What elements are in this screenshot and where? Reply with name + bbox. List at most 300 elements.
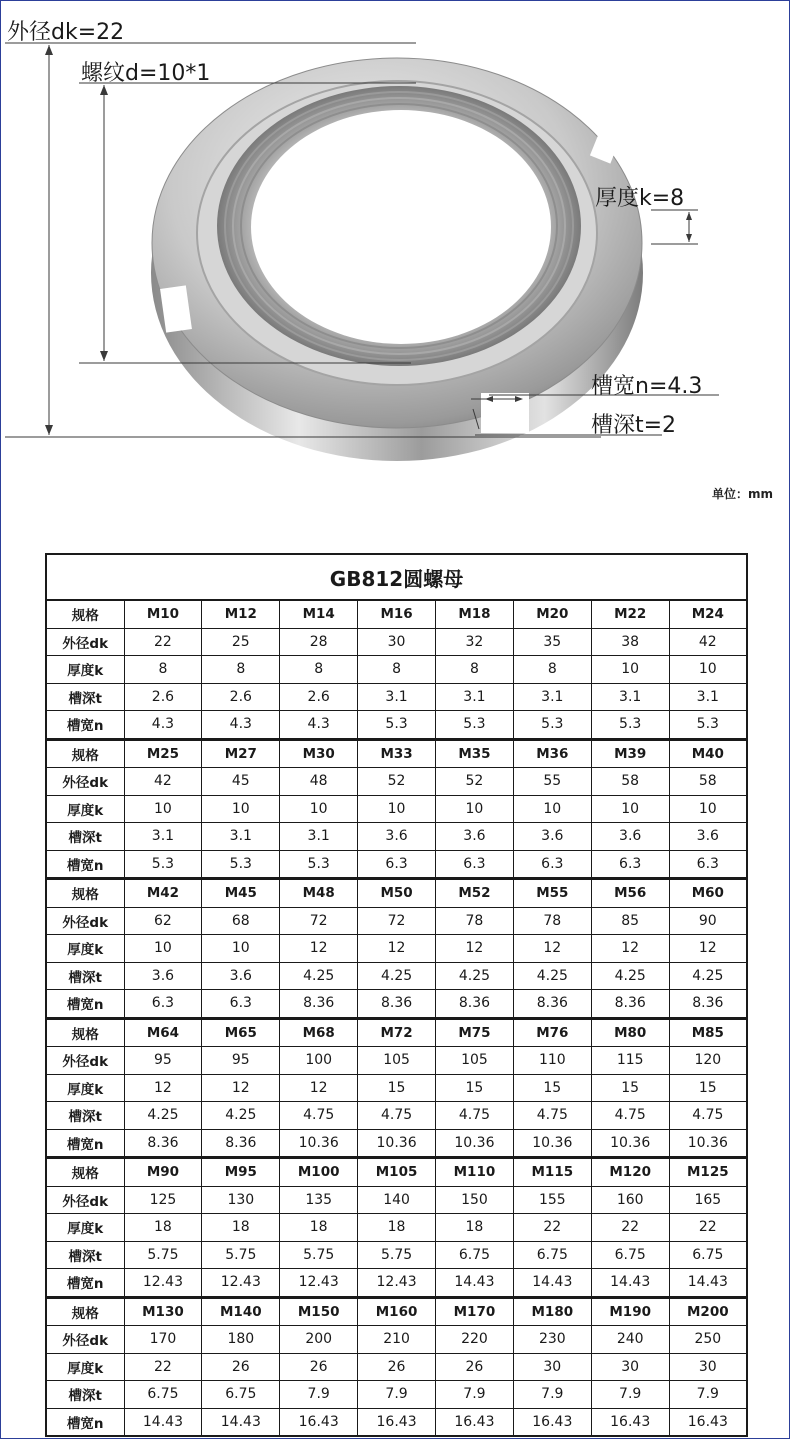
value-cell: 95 <box>124 1047 202 1075</box>
size-cell: M80 <box>591 1018 669 1047</box>
value-cell: 160 <box>591 1186 669 1214</box>
outer-diameter-row <box>46 768 747 796</box>
value-cell: 180 <box>202 1326 280 1354</box>
value-cell: 7.9 <box>280 1381 358 1409</box>
size-cell: M56 <box>591 879 669 908</box>
value-cell: 12 <box>436 935 514 963</box>
value-cell: 14.43 <box>124 1408 202 1436</box>
row-label: 槽宽n <box>46 1129 124 1158</box>
value-cell: 3.1 <box>669 683 747 711</box>
size-cell: M75 <box>436 1018 514 1047</box>
value-cell: 8.36 <box>358 990 436 1019</box>
value-cell: 55 <box>513 768 591 796</box>
value-cell: 3.1 <box>513 683 591 711</box>
value-cell: 42 <box>669 628 747 656</box>
slot-width-row <box>46 850 747 879</box>
thickness-row <box>46 795 747 823</box>
value-cell: 85 <box>591 907 669 935</box>
value-cell: 12 <box>280 1074 358 1102</box>
slot-width-row <box>46 990 747 1019</box>
value-cell: 48 <box>280 768 358 796</box>
value-cell: 3.1 <box>280 823 358 851</box>
value-cell: 3.1 <box>436 683 514 711</box>
value-cell: 18 <box>436 1214 514 1242</box>
size-cell: M64 <box>124 1018 202 1047</box>
value-cell: 2.6 <box>202 683 280 711</box>
value-cell: 4.75 <box>358 1102 436 1130</box>
value-cell: 3.6 <box>358 823 436 851</box>
row-label: 厚度k <box>46 656 124 684</box>
thread-label: 螺纹d=10*1 <box>81 61 211 86</box>
size-cell: M180 <box>513 1297 591 1326</box>
row-label: 厚度k <box>46 1353 124 1381</box>
value-cell: 12 <box>513 935 591 963</box>
value-cell: 16.43 <box>669 1408 747 1436</box>
value-cell: 6.3 <box>513 850 591 879</box>
value-cell: 90 <box>669 907 747 935</box>
slot-depth-row <box>46 1241 747 1269</box>
value-cell: 240 <box>591 1326 669 1354</box>
value-cell: 125 <box>124 1186 202 1214</box>
value-cell: 42 <box>124 768 202 796</box>
size-cell: M68 <box>280 1018 358 1047</box>
size-cell: M10 <box>124 600 202 628</box>
row-label: 槽宽n <box>46 850 124 879</box>
size-cell: M36 <box>513 739 591 768</box>
value-cell: 6.75 <box>202 1381 280 1409</box>
size-cell: M65 <box>202 1018 280 1047</box>
row-label: 槽宽n <box>46 1269 124 1298</box>
value-cell: 52 <box>358 768 436 796</box>
value-cell: 200 <box>280 1326 358 1354</box>
spec-table-body <box>46 600 747 1436</box>
value-cell: 3.6 <box>513 823 591 851</box>
value-cell: 38 <box>591 628 669 656</box>
row-label: 槽深t <box>46 962 124 990</box>
size-cell: M125 <box>669 1158 747 1187</box>
row-label: 厚度k <box>46 795 124 823</box>
slot-width-label: 槽宽n=4.3 <box>591 374 703 399</box>
row-label: 规格 <box>46 1018 124 1047</box>
value-cell: 8 <box>358 656 436 684</box>
value-cell: 2.6 <box>280 683 358 711</box>
value-cell: 5.75 <box>358 1241 436 1269</box>
size-cell: M50 <box>358 879 436 908</box>
value-cell: 4.75 <box>591 1102 669 1130</box>
value-cell: 100 <box>280 1047 358 1075</box>
size-cell: M52 <box>436 879 514 908</box>
value-cell: 6.3 <box>358 850 436 879</box>
value-cell: 4.75 <box>513 1102 591 1130</box>
value-cell: 12.43 <box>358 1269 436 1298</box>
size-cell: M76 <box>513 1018 591 1047</box>
value-cell: 8.36 <box>591 990 669 1019</box>
value-cell: 8.36 <box>436 990 514 1019</box>
size-cell: M140 <box>202 1297 280 1326</box>
row-label: 外径dk <box>46 1186 124 1214</box>
size-cell: M16 <box>358 600 436 628</box>
value-cell: 4.25 <box>513 962 591 990</box>
value-cell: 3.6 <box>436 823 514 851</box>
value-cell: 7.9 <box>513 1381 591 1409</box>
value-cell: 22 <box>124 1353 202 1381</box>
size-row <box>46 1018 747 1047</box>
size-cell: M18 <box>436 600 514 628</box>
value-cell: 10.36 <box>591 1129 669 1158</box>
value-cell: 5.3 <box>591 711 669 740</box>
nut-hole <box>251 110 551 344</box>
value-cell: 8.36 <box>280 990 358 1019</box>
value-cell: 14.43 <box>202 1408 280 1436</box>
row-label: 槽宽n <box>46 1408 124 1436</box>
value-cell: 16.43 <box>591 1408 669 1436</box>
value-cell: 78 <box>513 907 591 935</box>
value-cell: 26 <box>280 1353 358 1381</box>
value-cell: 12 <box>202 1074 280 1102</box>
slot-depth-row <box>46 962 747 990</box>
slot-depth-row <box>46 683 747 711</box>
thickness-row <box>46 656 747 684</box>
value-cell: 12 <box>669 935 747 963</box>
value-cell: 210 <box>358 1326 436 1354</box>
value-cell: 52 <box>436 768 514 796</box>
value-cell: 4.25 <box>591 962 669 990</box>
value-cell: 12 <box>124 1074 202 1102</box>
size-cell: M12 <box>202 600 280 628</box>
outer-diameter-row <box>46 1047 747 1075</box>
value-cell: 72 <box>280 907 358 935</box>
thickness-label: 厚度k=8 <box>595 186 685 211</box>
row-label: 厚度k <box>46 935 124 963</box>
value-cell: 22 <box>669 1214 747 1242</box>
value-cell: 6.75 <box>513 1241 591 1269</box>
value-cell: 10.36 <box>280 1129 358 1158</box>
size-cell: M60 <box>669 879 747 908</box>
value-cell: 10.36 <box>513 1129 591 1158</box>
size-cell: M35 <box>436 739 514 768</box>
value-cell: 3.6 <box>202 962 280 990</box>
value-cell: 15 <box>436 1074 514 1102</box>
value-cell: 18 <box>280 1214 358 1242</box>
value-cell: 10 <box>124 935 202 963</box>
value-cell: 5.75 <box>202 1241 280 1269</box>
row-label: 规格 <box>46 600 124 628</box>
value-cell: 230 <box>513 1326 591 1354</box>
value-cell: 5.3 <box>124 850 202 879</box>
size-cell: M120 <box>591 1158 669 1187</box>
value-cell: 8 <box>280 656 358 684</box>
value-cell: 16.43 <box>513 1408 591 1436</box>
value-cell: 26 <box>202 1353 280 1381</box>
value-cell: 105 <box>436 1047 514 1075</box>
value-cell: 12.43 <box>280 1269 358 1298</box>
size-cell: M33 <box>358 739 436 768</box>
outer-diameter-row <box>46 907 747 935</box>
value-cell: 150 <box>436 1186 514 1214</box>
value-cell: 78 <box>436 907 514 935</box>
size-cell: M190 <box>591 1297 669 1326</box>
value-cell: 8.36 <box>513 990 591 1019</box>
value-cell: 14.43 <box>436 1269 514 1298</box>
unit-label: 单位：mm <box>712 487 774 501</box>
table-title: GB812圆螺母 <box>46 554 747 600</box>
value-cell: 18 <box>124 1214 202 1242</box>
size-cell: M100 <box>280 1158 358 1187</box>
outer-diameter-row <box>46 1186 747 1214</box>
value-cell: 7.9 <box>591 1381 669 1409</box>
value-cell: 6.3 <box>202 990 280 1019</box>
value-cell: 4.25 <box>124 1102 202 1130</box>
value-cell: 15 <box>591 1074 669 1102</box>
value-cell: 22 <box>591 1214 669 1242</box>
value-cell: 140 <box>358 1186 436 1214</box>
value-cell: 115 <box>591 1047 669 1075</box>
value-cell: 8.36 <box>669 990 747 1019</box>
value-cell: 12.43 <box>202 1269 280 1298</box>
value-cell: 6.3 <box>436 850 514 879</box>
slot-width-row <box>46 711 747 740</box>
value-cell: 26 <box>436 1353 514 1381</box>
row-label: 厚度k <box>46 1214 124 1242</box>
size-row <box>46 879 747 908</box>
row-label: 槽深t <box>46 823 124 851</box>
slot-depth-row <box>46 1102 747 1130</box>
value-cell: 3.6 <box>591 823 669 851</box>
value-cell: 8 <box>124 656 202 684</box>
value-cell: 4.25 <box>358 962 436 990</box>
value-cell: 12 <box>358 935 436 963</box>
row-label: 外径dk <box>46 628 124 656</box>
value-cell: 10 <box>124 795 202 823</box>
size-row <box>46 600 747 628</box>
outer-diameter-label: 外径dk=22 <box>7 20 125 45</box>
value-cell: 6.75 <box>124 1381 202 1409</box>
value-cell: 4.75 <box>436 1102 514 1130</box>
value-cell: 4.75 <box>669 1102 747 1130</box>
size-cell: M30 <box>280 739 358 768</box>
value-cell: 22 <box>513 1214 591 1242</box>
value-cell: 4.25 <box>202 1102 280 1130</box>
spec-table <box>45 553 748 1437</box>
value-cell: 4.3 <box>124 711 202 740</box>
size-cell: M110 <box>436 1158 514 1187</box>
value-cell: 18 <box>202 1214 280 1242</box>
size-cell: M25 <box>124 739 202 768</box>
size-cell: M90 <box>124 1158 202 1187</box>
value-cell: 4.25 <box>280 962 358 990</box>
value-cell: 5.3 <box>436 711 514 740</box>
value-cell: 130 <box>202 1186 280 1214</box>
value-cell: 16.43 <box>436 1408 514 1436</box>
size-cell: M200 <box>669 1297 747 1326</box>
size-cell: M45 <box>202 879 280 908</box>
value-cell: 4.25 <box>669 962 747 990</box>
value-cell: 8 <box>436 656 514 684</box>
size-cell: M160 <box>358 1297 436 1326</box>
value-cell: 12 <box>280 935 358 963</box>
slot-depth-label: 槽深t=2 <box>591 413 677 438</box>
value-cell: 3.1 <box>591 683 669 711</box>
value-cell: 8.36 <box>202 1129 280 1158</box>
value-cell: 28 <box>280 628 358 656</box>
size-cell: M27 <box>202 739 280 768</box>
value-cell: 10 <box>591 795 669 823</box>
value-cell: 10 <box>202 795 280 823</box>
value-cell: 165 <box>669 1186 747 1214</box>
value-cell: 32 <box>436 628 514 656</box>
value-cell: 2.6 <box>124 683 202 711</box>
value-cell: 14.43 <box>669 1269 747 1298</box>
value-cell: 120 <box>669 1047 747 1075</box>
value-cell: 5.3 <box>669 711 747 740</box>
value-cell: 58 <box>591 768 669 796</box>
row-label: 规格 <box>46 1297 124 1326</box>
outer-diameter-row <box>46 628 747 656</box>
value-cell: 10.36 <box>669 1129 747 1158</box>
thickness-row <box>46 1074 747 1102</box>
value-cell: 135 <box>280 1186 358 1214</box>
size-row <box>46 1297 747 1326</box>
value-cell: 72 <box>358 907 436 935</box>
value-cell: 5.3 <box>358 711 436 740</box>
size-cell: M22 <box>591 600 669 628</box>
row-label: 槽深t <box>46 1241 124 1269</box>
value-cell: 220 <box>436 1326 514 1354</box>
value-cell: 15 <box>669 1074 747 1102</box>
value-cell: 12.43 <box>124 1269 202 1298</box>
size-cell: M85 <box>669 1018 747 1047</box>
value-cell: 6.75 <box>591 1241 669 1269</box>
row-label: 规格 <box>46 739 124 768</box>
value-cell: 6.75 <box>669 1241 747 1269</box>
value-cell: 10 <box>280 795 358 823</box>
size-cell: M170 <box>436 1297 514 1326</box>
size-cell: M48 <box>280 879 358 908</box>
size-cell: M130 <box>124 1297 202 1326</box>
size-cell: M24 <box>669 600 747 628</box>
value-cell: 10 <box>358 795 436 823</box>
row-label: 外径dk <box>46 907 124 935</box>
slot-width-row <box>46 1129 747 1158</box>
value-cell: 7.9 <box>436 1381 514 1409</box>
value-cell: 7.9 <box>358 1381 436 1409</box>
value-cell: 10.36 <box>436 1129 514 1158</box>
value-cell: 25 <box>202 628 280 656</box>
slot-depth-row <box>46 1381 747 1409</box>
value-cell: 4.75 <box>280 1102 358 1130</box>
size-cell: M20 <box>513 600 591 628</box>
value-cell: 4.3 <box>202 711 280 740</box>
value-cell: 58 <box>669 768 747 796</box>
value-cell: 30 <box>591 1353 669 1381</box>
value-cell: 10 <box>669 795 747 823</box>
value-cell: 12 <box>591 935 669 963</box>
value-cell: 30 <box>513 1353 591 1381</box>
value-cell: 22 <box>124 628 202 656</box>
size-cell: M14 <box>280 600 358 628</box>
row-label: 槽深t <box>46 683 124 711</box>
row-label: 规格 <box>46 1158 124 1187</box>
value-cell: 155 <box>513 1186 591 1214</box>
value-cell: 26 <box>358 1353 436 1381</box>
value-cell: 3.1 <box>124 823 202 851</box>
size-cell: M39 <box>591 739 669 768</box>
value-cell: 5.75 <box>280 1241 358 1269</box>
value-cell: 5.3 <box>202 850 280 879</box>
value-cell: 3.1 <box>358 683 436 711</box>
row-label: 外径dk <box>46 1047 124 1075</box>
outer-diameter-row <box>46 1326 747 1354</box>
value-cell: 15 <box>358 1074 436 1102</box>
row-label: 槽深t <box>46 1381 124 1409</box>
value-cell: 4.3 <box>280 711 358 740</box>
value-cell: 62 <box>124 907 202 935</box>
value-cell: 68 <box>202 907 280 935</box>
thickness-row <box>46 1353 747 1381</box>
row-label: 槽宽n <box>46 990 124 1019</box>
value-cell: 15 <box>513 1074 591 1102</box>
size-cell: M72 <box>358 1018 436 1047</box>
value-cell: 6.3 <box>669 850 747 879</box>
size-cell: M42 <box>124 879 202 908</box>
row-label: 规格 <box>46 879 124 908</box>
value-cell: 10 <box>202 935 280 963</box>
slot-depth-row <box>46 823 747 851</box>
value-cell: 10.36 <box>358 1129 436 1158</box>
value-cell: 5.75 <box>124 1241 202 1269</box>
value-cell: 105 <box>358 1047 436 1075</box>
value-cell: 10 <box>513 795 591 823</box>
row-label: 槽宽n <box>46 711 124 740</box>
row-label: 外径dk <box>46 768 124 796</box>
slot-width-row <box>46 1408 747 1436</box>
value-cell: 4.25 <box>436 962 514 990</box>
value-cell: 45 <box>202 768 280 796</box>
size-cell: M95 <box>202 1158 280 1187</box>
value-cell: 6.3 <box>124 990 202 1019</box>
row-label: 厚度k <box>46 1074 124 1102</box>
value-cell: 3.1 <box>202 823 280 851</box>
value-cell: 6.3 <box>591 850 669 879</box>
value-cell: 16.43 <box>280 1408 358 1436</box>
value-cell: 10 <box>436 795 514 823</box>
value-cell: 30 <box>358 628 436 656</box>
thickness-row <box>46 1214 747 1242</box>
size-cell: M55 <box>513 879 591 908</box>
value-cell: 18 <box>358 1214 436 1242</box>
value-cell: 14.43 <box>591 1269 669 1298</box>
value-cell: 14.43 <box>513 1269 591 1298</box>
value-cell: 8 <box>513 656 591 684</box>
row-label: 槽深t <box>46 1102 124 1130</box>
value-cell: 250 <box>669 1326 747 1354</box>
value-cell: 6.75 <box>436 1241 514 1269</box>
size-row <box>46 739 747 768</box>
value-cell: 30 <box>669 1353 747 1381</box>
row-label: 外径dk <box>46 1326 124 1354</box>
size-cell: M105 <box>358 1158 436 1187</box>
value-cell: 35 <box>513 628 591 656</box>
nut-figure <box>1 1 790 521</box>
size-cell: M150 <box>280 1297 358 1326</box>
value-cell: 7.9 <box>669 1381 747 1409</box>
value-cell: 5.3 <box>280 850 358 879</box>
value-cell: 10 <box>591 656 669 684</box>
value-cell: 16.43 <box>358 1408 436 1436</box>
value-cell: 8.36 <box>124 1129 202 1158</box>
value-cell: 8 <box>202 656 280 684</box>
value-cell: 170 <box>124 1326 202 1354</box>
